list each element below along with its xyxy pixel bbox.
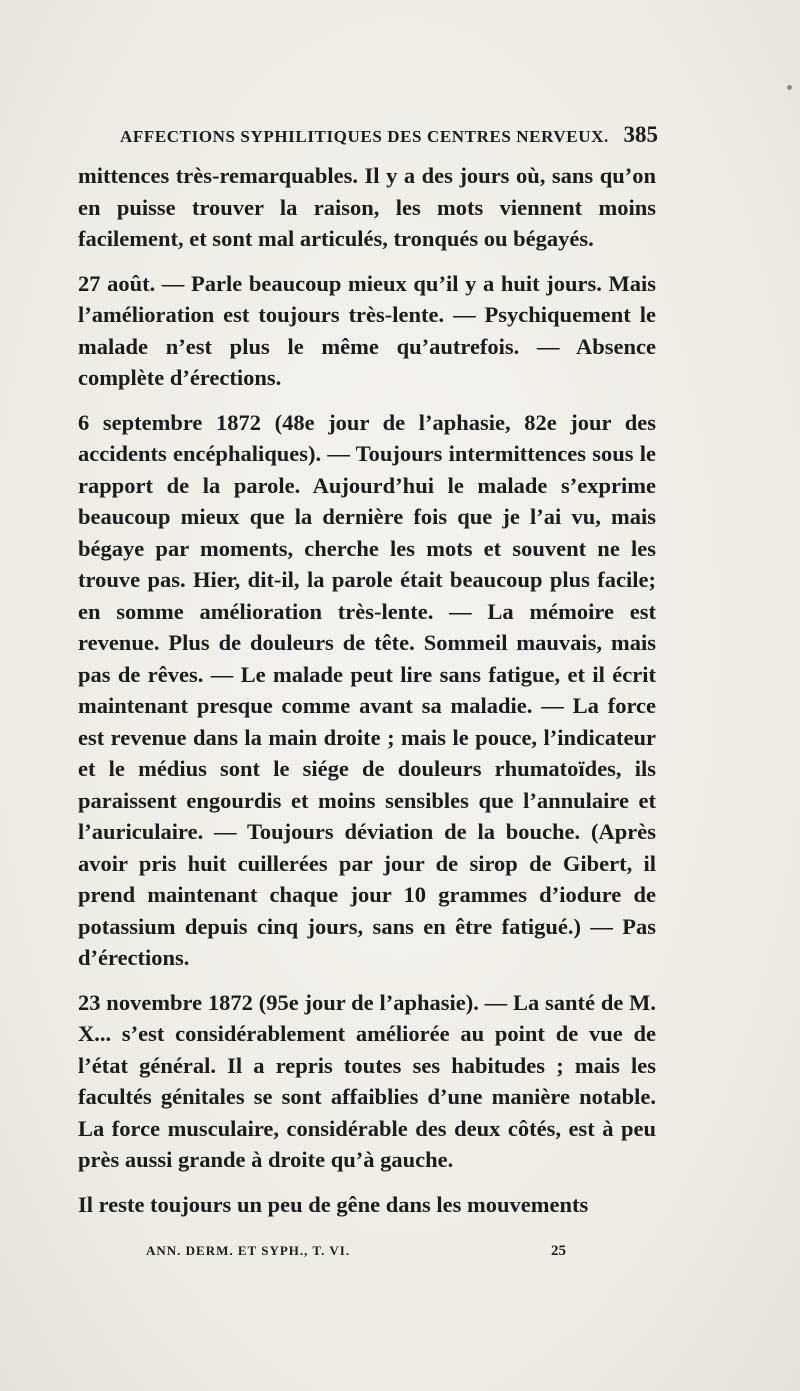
- body-text: [78, 160, 656, 1220]
- sheet-number: 25: [551, 1243, 566, 1259]
- paragraph: 23 novembre 1872 (95e jour de l’aphasie). — La santé de M. X... s’est considérablement améliorée au point de vue de l’état général. Il a repris toutes ses habitudes ; mais les facultés génitales se sont affaiblies d’une manière notable. La force musculaire, considérable des deux côtés, est à peu près aussi grande à droite qu’à gauche.: [78, 989, 656, 1172]
- paragraph: 6 septembre 1872 (48e jour de l’aphasie, 82e jour des accidents encéphaliques). — Toujours intermittences sous le rapport de la parole. Aujourd’hui le malade s’exprime beaucoup mieux que la dernière fois que je l’ai vu, mais bégaye par moments, cherche les mots et souvent ne les trouve pas. Hier, dit-il, la parole était beaucoup plus facile; en somme amélioration très-lente. — La mémoire est revenue. Plus de douleurs de tête. Sommeil mauvais, mais pas de rêves. — Le malade peut lire sans fatigue, et il écrit maintenant presque comme avant sa maladie. — La force est revenue dans la main droite ; mais le pouce, l’indicateur et le médius sont le siége de douleurs rhumatoïdes, ils paraissent engourdis et moins sensibles que l’annulaire et l’auriculaire. — Toujours déviation de la bouche. (Après avoir pris huit cuillerées par jour de sirop de Gibert, il prend maintenant chaque jour 10 grammes d’iodure de potassium depuis cinq jours, sans en être fatigué.) — Pas d’érections.: [78, 409, 656, 970]
- journal-signature: ANN. DERM. ET SYPH., T. VI.: [146, 1243, 351, 1258]
- paragraph: Il reste toujours un peu de gêne dans les mouvements: [78, 1191, 589, 1217]
- page-footer: [146, 1243, 566, 1260]
- paragraph: mittences très-remarquables. Il y a des jours où, sans qu’on en puisse trouver la raison, les mots viennent moins facilement, et sont mal articulés, tronqués ou bégayés.: [78, 163, 656, 251]
- page-number: 385: [623, 122, 658, 147]
- ink-speck: [787, 85, 792, 90]
- running-head: AFFECTIONS SYPHILITIQUES DES CENTRES NERVEUX.: [120, 127, 609, 146]
- page-header: [120, 122, 658, 152]
- paragraph: 27 août. — Parle beaucoup mieux qu’il y a huit jours. Mais l’amélioration est toujours très-lente. — Psychiquement le malade n’est plus le même qu’autrefois. — Absence complète d’érections.: [78, 270, 656, 390]
